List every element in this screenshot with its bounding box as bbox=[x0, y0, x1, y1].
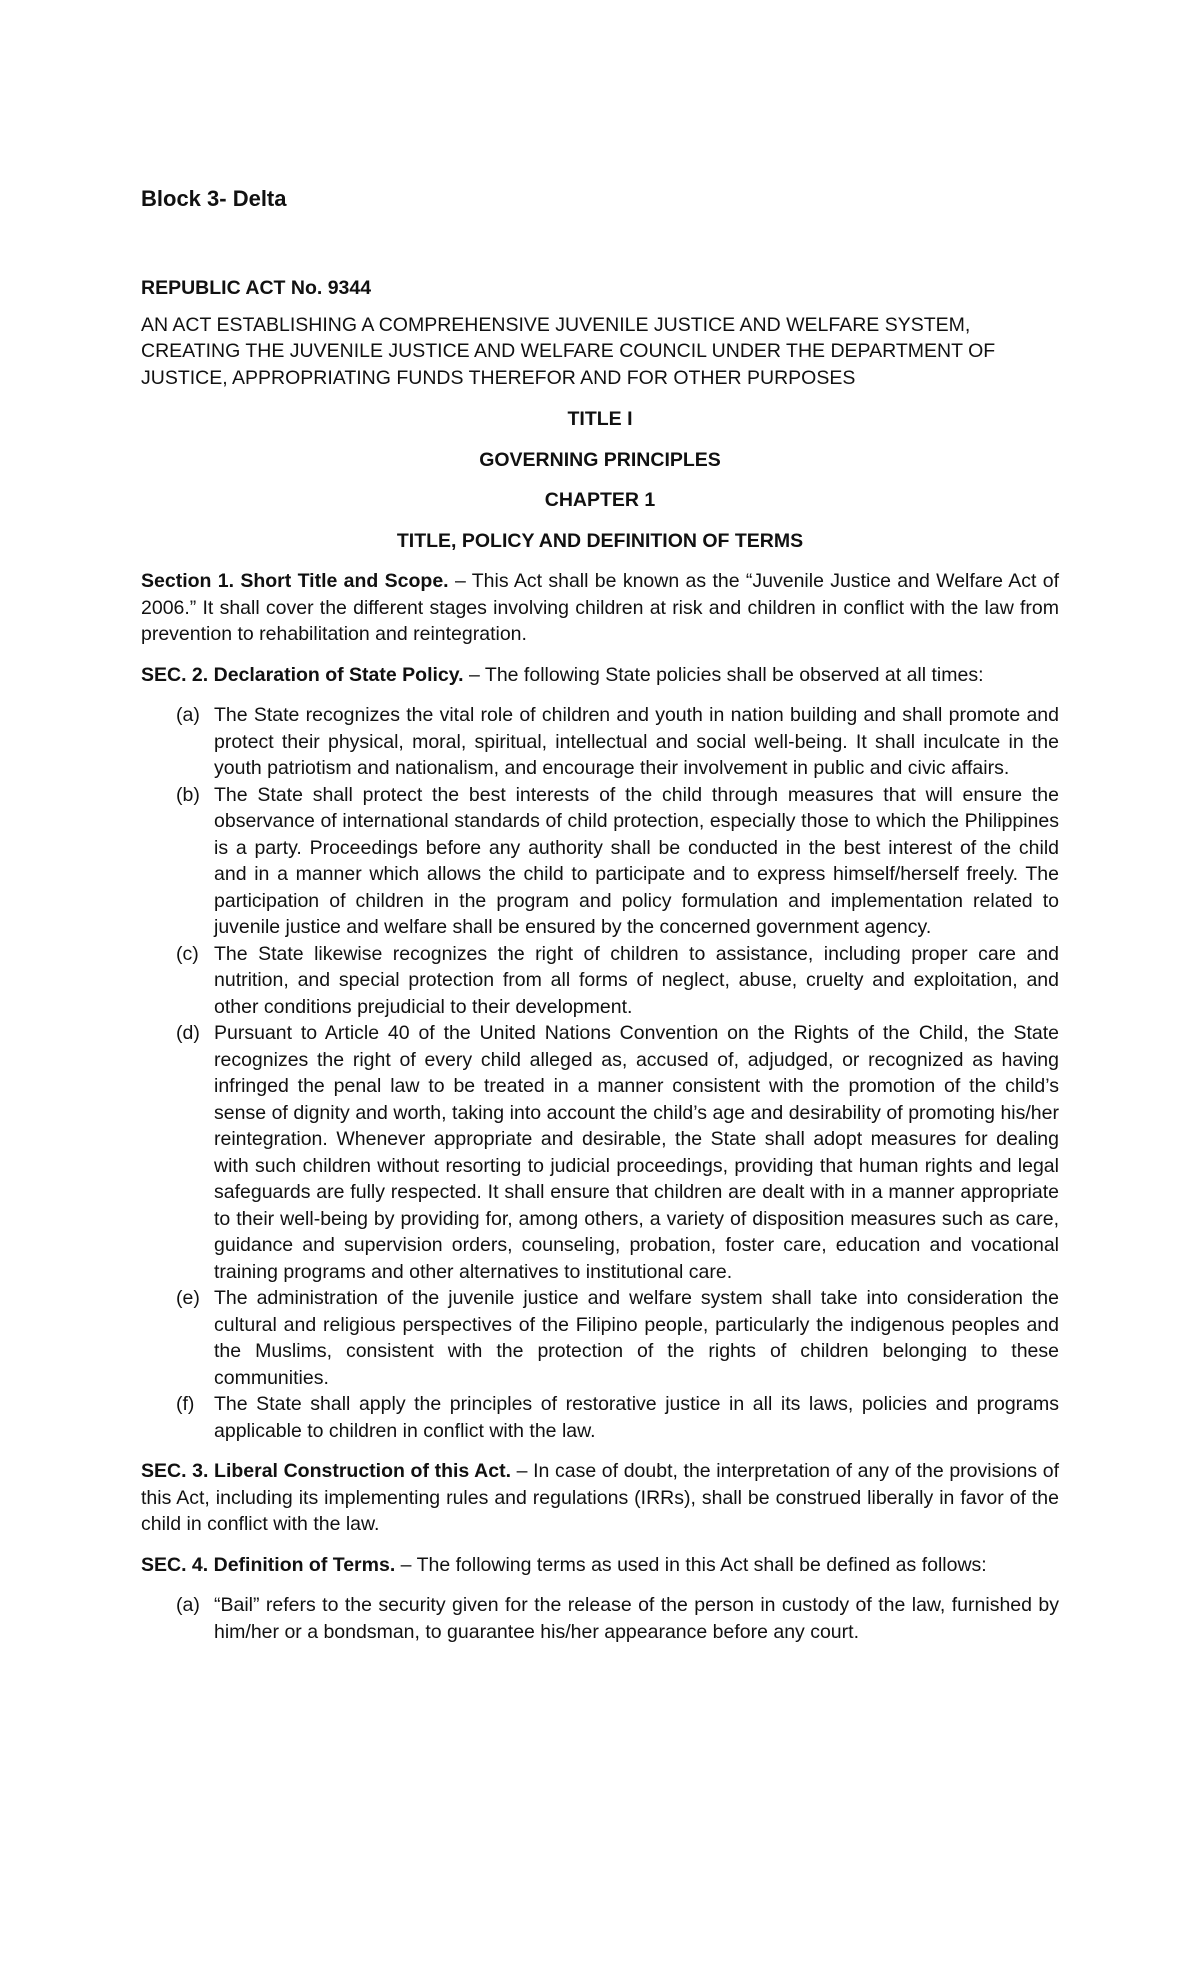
section-3-text: – In case of doubt, the interpretation of any of the provisions of this Act, including its implementing rules and regulations (IRRs), shall be construed liberally in favor of the child in conflict with the law. bbox=[141, 1460, 1059, 1535]
section-4-heading: SEC. 4. Definition of Terms. bbox=[141, 1553, 396, 1576]
chapter-heading: CHAPTER 1 bbox=[544, 489, 656, 511]
section-1 bbox=[141, 568, 1059, 648]
list-item bbox=[141, 1592, 1059, 1645]
list-marker: (a) bbox=[176, 704, 200, 726]
list-item-text: The State likewise recognizes the right of children to assistance, including proper care and nutrition, and special protection from all forms of neglect, abuse, cruelty and exploitation, and other conditions prejudicial to their development. bbox=[214, 942, 1059, 1018]
list-item bbox=[141, 1020, 1059, 1285]
list-item bbox=[141, 1391, 1059, 1444]
list-marker: (c) bbox=[176, 942, 199, 965]
section-1-heading: Section 1. Short Title and Scope. bbox=[141, 570, 449, 592]
section-2 bbox=[141, 662, 1059, 689]
section-4-text: – The following terms as used in this Act shall be defined as follows: bbox=[395, 1553, 987, 1576]
section-4 bbox=[141, 1552, 1059, 1579]
block-title: Block 3- Delta bbox=[141, 186, 287, 211]
list-marker: (b) bbox=[176, 783, 200, 806]
list-item bbox=[141, 941, 1059, 1021]
principles-heading: GOVERNING PRINCIPLES bbox=[479, 448, 721, 471]
list-item-text: The State shall apply the principles of restorative justice in all its laws, policies and programs applicable to children in conflict with the law. bbox=[214, 1393, 1059, 1442]
title-heading: TITLE I bbox=[567, 408, 633, 430]
list-item-text: “Bail” refers to the security given for the release of the person in custody of the law, furnished by him/her or a bondsman, to guarantee his/her appearance before any court. bbox=[214, 1594, 1059, 1643]
section-4-list bbox=[141, 1592, 1059, 1645]
list-item-text: The State recognizes the vital role of children and youth in nation building and shall promote and protect their physical, moral, spiritual, intellectual and social well-being. It shall inculcate in the youth patriotism and nationalism, and encourage their involvement in public and civic affairs. bbox=[214, 704, 1059, 779]
chapter-title: TITLE, POLICY AND DEFINITION OF TERMS bbox=[396, 529, 804, 552]
list-item-text: The administration of the juvenile justice and welfare system shall take into consideration the cultural and religious perspectives of the Filipino people, particularly the indigenous peoples and the Muslims, consistent with the protection of the rights of children belonging to these communities. bbox=[214, 1287, 1059, 1389]
list-item bbox=[141, 1285, 1059, 1391]
list-marker: (a) bbox=[176, 1594, 200, 1616]
act-title: AN ACT ESTABLISHING A COMPREHENSIVE JUVENILE JUSTICE AND WELFARE SYSTEM, CREATING THE JUVENILE JUSTICE AND WELFARE COUNCIL UNDER THE DEPARTMENT OF JUSTICE, APPROPRIATING FUNDS THEREFOR AND FOR OTHER PURPOSES bbox=[141, 313, 996, 389]
section-2-list bbox=[141, 702, 1059, 1444]
act-number: REPUBLIC ACT No. 9344 bbox=[141, 277, 372, 299]
list-marker: (d) bbox=[176, 1022, 200, 1044]
list-marker: (e) bbox=[176, 1287, 200, 1309]
list-item bbox=[141, 702, 1059, 782]
section-1-text: – This Act shall be known as the “Juvenile Justice and Welfare Act of 2006.” It shall cover the different stages involving children at risk and children in conflict with the law from prevention to rehabilitation and reintegration. bbox=[141, 570, 1059, 645]
section-3-heading: SEC. 3. Liberal Construction of this Act. bbox=[141, 1460, 511, 1482]
list-item bbox=[141, 782, 1059, 941]
section-2-heading: SEC. 2. Declaration of State Policy. bbox=[141, 663, 464, 686]
list-item-text: The State shall protect the best interests of the child through measures that will ensure the observance of international standards of child protection, especially those to which the Philippines is a party. Proceedings before any authority shall be conducted in the best interest of the child and in a manner which allows the child to participate and to express himself/herself freely. The participation of children in the program and policy formulation and implementation related to juvenile justice and welfare shall be ensured by the concerned government agency. bbox=[214, 783, 1059, 938]
list-marker: (f) bbox=[176, 1393, 195, 1415]
section-3 bbox=[141, 1458, 1059, 1538]
document-body bbox=[141, 275, 1059, 1659]
list-item-text: Pursuant to Article 40 of the United Nations Convention on the Rights of the Child, the State recognizes the right of every child alleged as, accused of, adjudged, or recognized as having infringed the penal law to be treated in a manner consistent with the promotion of the child’s sense of dignity and worth, taking into account the child’s age and desirability of promoting his/her reintegration. Whenever appropriate and desirable, the State shall adopt measures for dealing with such children without resorting to judicial proceedings, providing that human rights and legal safeguards are fully respected. It shall ensure that children are dealt with in a manner appropriate to their well-being by providing for, among others, a variety of disposition measures such as care, guidance and supervision orders, counseling, probation, foster care, education and vocational training programs and other alternatives to institutional care. bbox=[214, 1022, 1059, 1283]
section-2-text: – The following State policies shall be observed at all times: bbox=[463, 663, 984, 686]
